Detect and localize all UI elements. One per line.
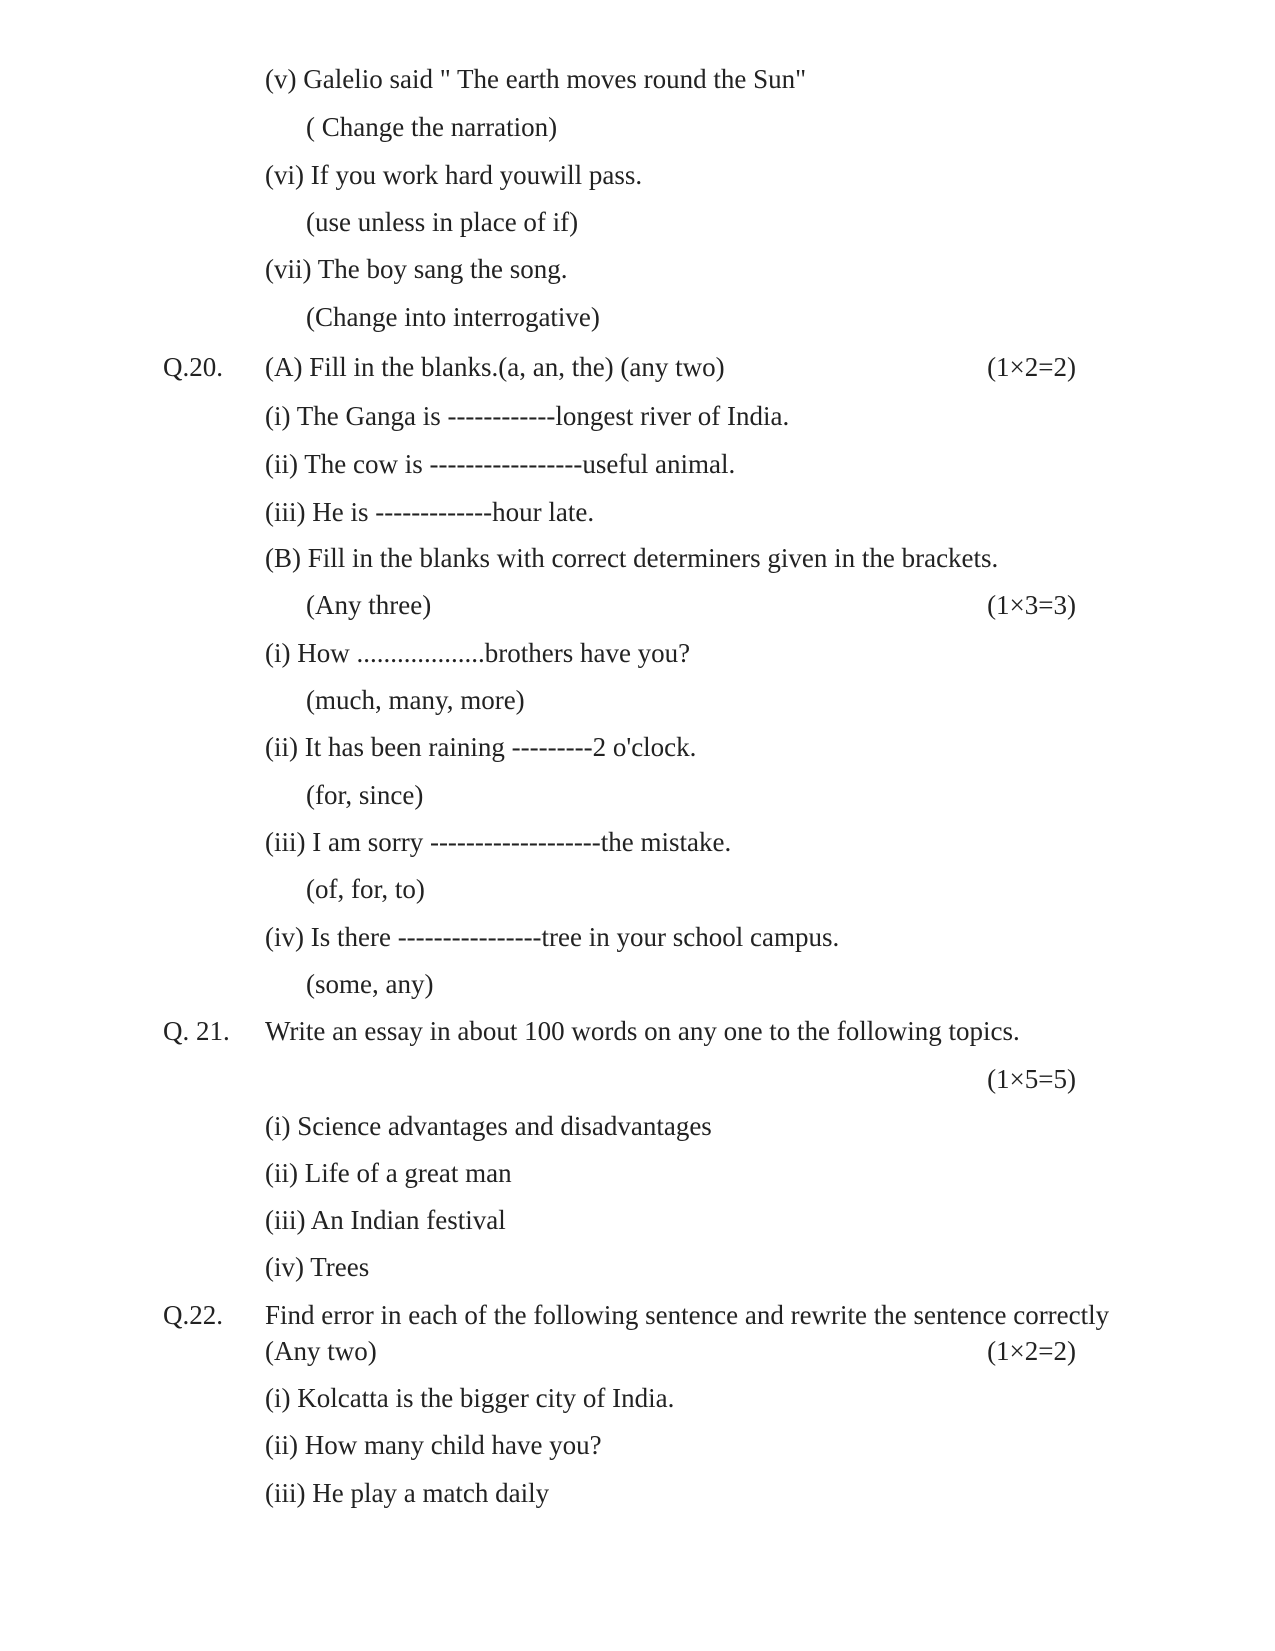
q20-a-item: (i) The Ganga is ------------longest river of India. xyxy=(265,401,790,431)
instruction-vii: (Change into interrogative) xyxy=(306,302,600,332)
q22-subheading: (Any two) xyxy=(265,1336,377,1366)
q22-text: Find error in each of the following sentence and rewrite the sentence correctly xyxy=(265,1300,1110,1330)
question-number-22: Q.22. xyxy=(163,1300,223,1330)
q20-b-options: (some, any) xyxy=(306,969,434,999)
q20-b-item: (i) How ...................brothers have you? xyxy=(265,638,691,668)
q20-a-item: (ii) The cow is -----------------useful animal. xyxy=(265,449,736,479)
instruction-vi: (use unless in place of if) xyxy=(306,207,579,237)
q20-b-item: (ii) It has been raining ---------2 o'clock. xyxy=(265,732,697,762)
q21-topic: (ii) Life of a great man xyxy=(265,1158,512,1188)
q20-b-options: (of, for, to) xyxy=(306,874,425,904)
q20-b-options: (much, many, more) xyxy=(306,685,525,715)
question-number-21: Q. 21. xyxy=(163,1016,230,1046)
q21-topic: (i) Science advantages and disadvantages xyxy=(265,1111,712,1141)
q20-b-item: (iv) Is there ----------------tree in your school campus. xyxy=(265,922,840,952)
q20-b-item: (iii) I am sorry -------------------the mistake. xyxy=(265,827,732,857)
instruction-v: ( Change the narration) xyxy=(306,112,558,142)
q22-marks: (1×2=2) xyxy=(987,1336,1076,1366)
question-item-vii: (vii) The boy sang the song. xyxy=(265,254,568,284)
q21-topic: (iii) An Indian festival xyxy=(265,1205,506,1235)
q22-item: (iii) He play a match daily xyxy=(265,1478,550,1508)
question-number-20: Q.20. xyxy=(163,352,223,382)
q21-text: Write an essay in about 100 words on any one to the following topics. xyxy=(265,1016,1020,1046)
question-item-v: (v) Galelio said " The earth moves round the Sun" xyxy=(265,64,807,94)
q20-b-subheading: (Any three) xyxy=(306,590,432,620)
q22-item: (ii) How many child have you? xyxy=(265,1430,602,1460)
q21-marks: (1×5=5) xyxy=(987,1064,1076,1094)
q20-a-marks: (1×2=2) xyxy=(987,352,1076,382)
q20-b-heading: (B) Fill in the blanks with correct determiners given in the brackets. xyxy=(265,543,999,573)
q20-a-heading: (A) Fill in the blanks.(a, an, the) (any two) xyxy=(265,352,725,382)
q22-item: (i) Kolcatta is the bigger city of India. xyxy=(265,1383,675,1413)
q20-b-marks: (1×3=3) xyxy=(987,590,1076,620)
q20-b-options: (for, since) xyxy=(306,780,424,810)
q21-topic: (iv) Trees xyxy=(265,1252,370,1282)
q20-a-item: (iii) He is -------------hour late. xyxy=(265,497,595,527)
question-item-vi: (vi) If you work hard youwill pass. xyxy=(265,160,643,190)
